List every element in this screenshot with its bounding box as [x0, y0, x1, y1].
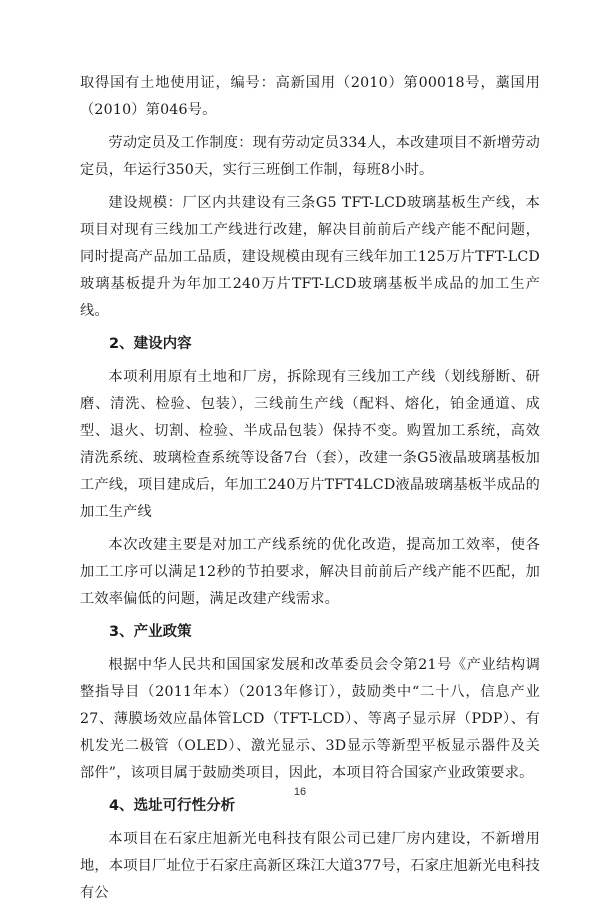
heading-site-feasibility: 4、选址可行性分析: [109, 798, 236, 814]
heading-construction-content: 2、建设内容: [109, 336, 192, 352]
paragraph-construction-scale: 建设规模：厂区内共建设有三条G5 TFT-LCD玻璃基板生产线，本项目对现有三线加工产线进行改建，解决目前前后产线产能不配问题，同时提高产品加工品质，建设规模由现有三线年加工125万片TFT-LCD玻璃基板提升为年加工240万片TFT-LCD玻璃基板半成品的加工生产线。: [80, 195, 540, 319]
paragraph-industrial-policy: 根据中华人民共和国国家发展和改革委员会令第21号《产业结构调整指导目（2011年本）（2013年修订），鼓励类中“二十八，信息产业27、薄膜场效应晶体管LCD（TFT-LCD）、等离子显示屏（PDP）、有机发光二极管（OLED）、激光显示、3D显示等新型平板显示器件及关部件”，该项目属于鼓励类项目，因此，本项目符合国家产业政策要求。: [80, 657, 540, 781]
page-number: 16: [293, 786, 307, 798]
heading-industrial-policy: 3、产业政策: [109, 624, 192, 640]
paragraph-land-certificate: 取得国有土地使用证，编号：高新国用（2010）第00018号，藁国用（2010）第046号。: [80, 75, 540, 118]
paragraph-staffing: 劳动定员及工作制度：现有劳动定员334人，本改建项目不新增劳动定员，年运行350天，实行三班倒工作制，每班8小时。: [80, 135, 540, 178]
paragraph-renovation-purpose: 本次改建主要是对加工产线系统的优化改造，提高加工效率，使各加工工序可以满足12秒的节拍要求，解决目前前后产线产能不匹配，加工效率偏低的问题，满足改建产线需求。: [80, 537, 540, 607]
paragraph-construction-content: 本项利用原有土地和厂房，拆除现有三线加工产线（划线掰断、研磨、清洗、检验、包装），三线前生产线（配料、熔化，铂金通道、成型、退火、切割、检验、半成品包装）保持不变。购置加工系统，高效清洗系统、玻璃检查系统等设备7台（套），改建一条G5液晶玻璃基板加工产线，项目建成后，年加工240万片TFT4LCD液晶玻璃基板半成品的加工生产线: [80, 369, 540, 520]
paragraph-site-feasibility: 本项目在石家庄旭新光电科技有限公司已建厂房内建设，不新增用地，本项目厂址位于石家庄高新区珠江大道377号，石家庄旭新光电科技有公: [80, 831, 540, 901]
